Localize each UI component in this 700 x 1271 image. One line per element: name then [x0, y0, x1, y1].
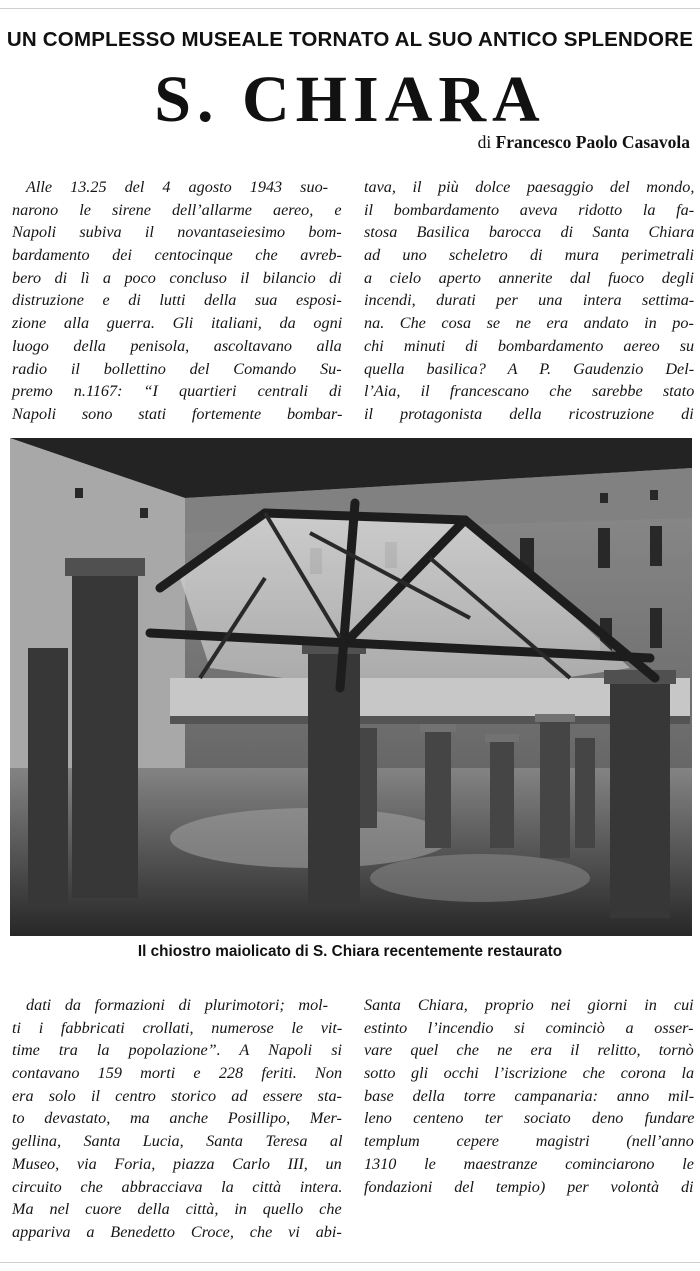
- scan-edge-bottom: [0, 1262, 700, 1263]
- text-line: era solo il centro storico ad essere sta-: [12, 1086, 342, 1105]
- text-line: Napoli sono stati fortemente bombar-: [12, 404, 343, 423]
- text-line: dati da formazioni di plurimotori; mol-: [26, 996, 329, 1014]
- body-column-top-right: [364, 176, 694, 426]
- text-line: ti i fabbricati crollati, numerose le vit-: [12, 1018, 343, 1037]
- text-line: vare quel che ne era il relitto, tornò: [364, 1041, 694, 1060]
- text-line: estinto l’incendio si cominciò a osser-: [364, 1018, 694, 1037]
- text-line: luogo della penisola, ascoltavano alla: [12, 336, 342, 355]
- text-line: contavano 159 morti e 228 feriti. Non: [12, 1064, 343, 1083]
- text-line: stosa Basilica barocca di Santa Chiara: [364, 223, 695, 242]
- text-line: chi minuti di bombardamento aereo su: [364, 336, 695, 355]
- text-line: leno centeno ter sociato deno fundare: [364, 1109, 695, 1128]
- byline-prefix: di: [477, 132, 496, 152]
- text-line: ad uno scheletro di mura perimetrali: [364, 246, 695, 265]
- text-line: Napoli subiva il novantaseiesimo bom-: [12, 223, 342, 242]
- cloister-photo-illustration: [10, 438, 692, 936]
- text-line: fondazioni del tempio) per volontà di: [364, 1177, 694, 1196]
- text-line: narono le sirene dell’allarme aereo, e: [12, 200, 342, 219]
- text-line: Santa Chiara, proprio nei giorni in cui: [364, 996, 694, 1014]
- body-column-bottom-left: [12, 994, 342, 1244]
- text-line: bardamento dei centocinque che avreb-: [12, 246, 342, 265]
- scan-edge-top: [0, 8, 700, 9]
- text-line: bero di lì a poco concluso il bilancio di: [12, 268, 342, 287]
- text-line: zione alla guerra. Gli italiani, da ogni: [12, 314, 343, 333]
- text-line: appariva a Benedetto Croce, che vi abi-: [12, 1222, 342, 1241]
- text-line: to devastato, ma anche Posillipo, Mer-: [12, 1109, 342, 1128]
- photo-caption: Il chiostro maiolicato di S. Chiara recentemente restaurato: [137, 943, 563, 960]
- article-kicker: UN COMPLESSO MUSEALE TORNATO AL SUO ANTICO SPLENDORE: [6, 28, 694, 51]
- body-column-bottom-right: [364, 994, 694, 1198]
- article-byline: [478, 132, 690, 153]
- text-line: 1310 le maestranze cominciarono le: [364, 1154, 694, 1173]
- article-headline: S. CHIARA: [154, 63, 546, 136]
- text-line: templum cepere magistri (nell’anno: [364, 1132, 694, 1151]
- text-line: incendi, durati per una intera settima-: [364, 291, 695, 310]
- text-line: Alle 13.25 del 4 agosto 1943 suo-: [26, 178, 329, 196]
- text-line: quella basilica? A P. Gaudenzio Del-: [364, 359, 695, 378]
- text-line: l’Aia, il francescano che sarebbe stato: [364, 382, 695, 401]
- byline-author: Francesco Paolo Casavola: [495, 132, 690, 152]
- text-line: il bombardamento aveva ridotto la fa-: [364, 200, 695, 219]
- cloister-photo: [10, 438, 692, 936]
- text-line: tava, il più dolce paesaggio del mondo,: [364, 178, 695, 196]
- text-line: Ma nel cuore della città, in quello che: [12, 1200, 342, 1219]
- text-line: base della torre campanaria: anno mil-: [364, 1086, 695, 1105]
- text-line: sotto gli occhi l’iscrizione che corona la: [364, 1064, 695, 1083]
- text-line: a cielo aperto annerite dal fuoco degli: [364, 268, 695, 287]
- text-line: circuito che abbracciava la città intera.: [12, 1177, 343, 1196]
- text-line: gellina, Santa Lucia, Santa Teresa al: [12, 1132, 343, 1151]
- text-line: na. Che cosa se ne era andato in po-: [364, 314, 694, 333]
- text-line: distruzione e di lutti della sua esposi-: [12, 291, 342, 310]
- body-column-top-left: [12, 176, 342, 426]
- text-line: premo n.1167: “I quartieri centrali di: [12, 382, 342, 401]
- text-line: Museo, via Foria, piazza Carlo III, un: [12, 1154, 342, 1173]
- text-line: il protagonista della ricostruzione di: [364, 404, 694, 423]
- text-line: radio il bollettino del Comando Su-: [12, 359, 342, 378]
- text-line: time tra la popolazione”. A Napoli si: [12, 1041, 342, 1060]
